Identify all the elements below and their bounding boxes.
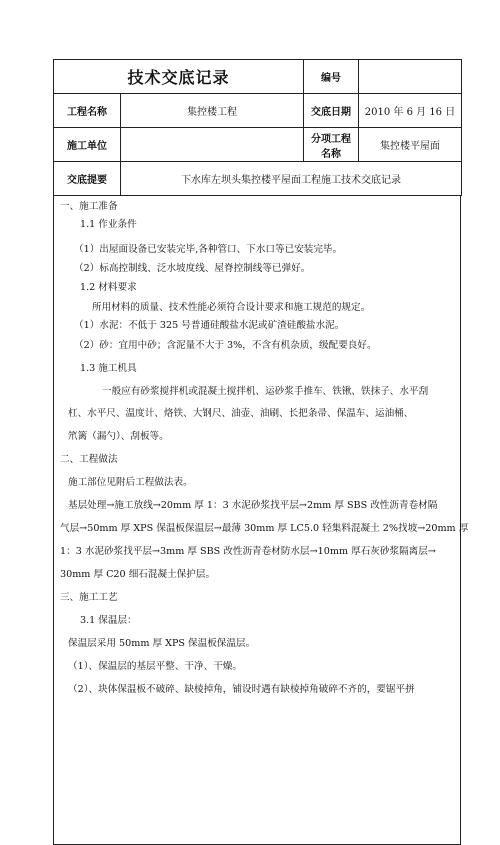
- section-heading: 三、施工工艺: [60, 592, 118, 603]
- text-line: 30mm 厚 C20 细石混凝土保护层。: [60, 569, 216, 580]
- text-line: 杠、水平尺、温度计、烙铁、大钢尺、油壶、油刷、长把条帚、保温车、运油桶、: [68, 408, 414, 419]
- subsection-heading: 1.2 材料要求: [80, 282, 137, 293]
- text-line: （1）出屋面设备已安装完毕,各种管口、下水口等已安装完毕。: [74, 244, 343, 255]
- disclosure-body: [53, 196, 469, 845]
- text-line: 气层→50mm 厚 XPS 保温板保温层→最薄 30mm 厚 LC5.0 轻集料混凝土 2%找坡→20mm 厚: [60, 523, 469, 534]
- section-heading: 二、工程做法: [60, 454, 118, 465]
- date-label: 交底日期: [304, 94, 359, 128]
- text-line: 所用材料的质量、技术性能必须符合设计要求和施工规范的规定。: [92, 302, 371, 313]
- text-line: （1）水泥：不低于 325 号普通硅酸盐水泥或矿渣硅酸盐水泥。: [74, 320, 345, 331]
- text-line: （2）、块体保温板不破碎、缺棱掉角，铺设时遇有缺棱掉角破碎不齐的，要锯平拼: [68, 684, 415, 695]
- text-line: 1：3 水泥砂浆找平层→3mm 厚 SBS 改性沥青卷材防水层→10mm 厚石灰砂浆隔离层→: [60, 546, 436, 557]
- form-title: 技术交底记录: [54, 60, 304, 94]
- project-label: 工程名称: [54, 94, 121, 128]
- text-line: 保温层采用 50mm 厚 XPS 保温板保温层。: [68, 638, 256, 649]
- summary-value: 下水库左坝头集控楼平屋面工程施工技术交底记录: [121, 162, 462, 196]
- text-line: 基层处理→施工放线→20mm 厚 1：3 水泥砂浆找平层→2mm 厚 SBS 改性沥青卷材隔: [68, 500, 438, 511]
- text-line: （2）标高控制线、泛水坡度线、屋脊控制线等已弹好。: [74, 263, 311, 274]
- subsection-heading: 3.1 保温层：: [80, 615, 137, 626]
- text-line: 施工部位见附后工程做法表。: [68, 477, 193, 488]
- subproject-label: 分项工程名称: [304, 128, 359, 162]
- text-line: （1）、保温层的基层平整、干净、干燥。: [68, 661, 242, 672]
- subsection-heading: 1.3 施工机具: [80, 363, 137, 374]
- text-line: 一般应有砂浆搅拌机或混凝土搅拌机、运砂浆手推车、铁锹、铁抹子、水平刮: [102, 386, 429, 397]
- unit-label: 施工单位: [54, 128, 121, 162]
- subsection-heading: 1.1 作业条件: [80, 219, 137, 230]
- text-line: 笊篱（漏勺）、刮板等。: [68, 431, 169, 442]
- subproject-value: 集控楼平屋面: [359, 128, 462, 162]
- section-heading: 一、施工准备: [60, 201, 118, 212]
- header-table: [53, 59, 462, 196]
- technical-disclosure-form: [53, 59, 469, 845]
- date-value: 2010 年 6 月 16 日: [359, 94, 462, 128]
- number-label: 编号: [304, 60, 359, 94]
- number-value: [359, 60, 462, 94]
- text-line: （2）砂：宜用中砂；含泥量不大于 3%，不含有机杂质，级配要良好。: [74, 340, 377, 351]
- project-value: 集控楼工程: [121, 94, 304, 128]
- summary-label: 交底提要: [54, 162, 121, 196]
- unit-value: [121, 128, 304, 162]
